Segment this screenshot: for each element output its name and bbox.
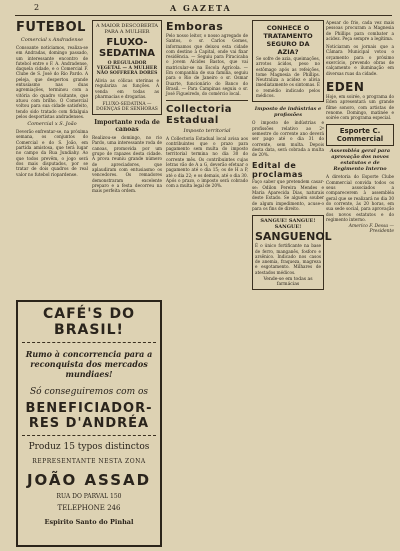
- commercial-headline: Esporte C. Commercial: [336, 127, 384, 144]
- departures-body: Pelo nosso leitor, o nosso agregado de Santos, o sr. Carlos Gomes, informamos que deixou esta cidade com destino à Capital, onde vai fixar residência. — Seguiu para Piracicaba o jovem Alcides Bastos, que vai matricular-se na Escola Agrícola. — Em companhia de sua família, seguiu para o Rio de Janeiro o sr. Osmar Duarte, funcionário do Banco do Brasil. — Para Campinas seguiu o sr. José Figueiredo, do comércio local.: [166, 33, 248, 97]
- column-1: [16, 20, 88, 295]
- eden-body: Hoje, em soirée, o programa do Eden apresentará um grande filme sonoro, com artistas de renome. Domingo, matinée e soirée com programa especial.: [326, 93, 394, 121]
- cafe-advertisement: [16, 300, 162, 547]
- cafe-line-7: RUA DO PARVAL 150: [56, 493, 122, 500]
- tax-body: O imposto de indústrias e profissões relativo ao 2º semestre do corrente ano deverá ser pago até o dia 31 do corrente, sem multa. Depois desta data, será cobrada a multa de 20%.: [252, 120, 324, 158]
- azia-body: Se sofre de azia, queimações, arrotos ácidos, peso no estômago após as refeições, tome Magnesia de Phillips. Neutraliza a acidez e alivia imediatamente os sintomas. É o remédio indicado pelos médicos.: [256, 56, 320, 99]
- football-body-2: Deverão enfrentar-se, na próxima semana, os conjuntos do Comercial e do S. João, em partida amistosa, que terá lugar no campo da Rua Jundiahy. Ao que todos prevêm, o jogo será dos mais disputados, por se tratar de dois quadros de real valor no futebol riopardense.: [16, 129, 88, 177]
- cafe-line-1: Rumo à concorrencia para a reconquista dos mercados mundiaes!: [25, 349, 153, 379]
- sanguenol-foot: Vende-se em todas as farmácias: [263, 277, 313, 288]
- commercial-body: A diretoria do Esporte Clube Commercial convida todos os seus associados a comparecerem à assembléa geral que se realizará no dia 30 do corrente, às 20 horas, em sua sede social, para aprovação dos novos estatutos e do regimento interno.: [326, 174, 394, 222]
- cafe-line-5: REPRESENTANTE NESTA ZONA: [32, 458, 146, 465]
- cafe-line-3: BENEFICIADOR-RES D'ANDRÉA: [25, 401, 153, 431]
- ad-brand: FLUXO-SEDATINA: [99, 37, 155, 59]
- page-number: 2: [34, 3, 40, 12]
- sanguenol-body: É o único fortificante na base de ferro, manganês, fosforo e arsênico. Indicado nos casos de anemia, fraqueza, magreza e esgotamento. Milhares de atestados médicos.: [255, 243, 321, 275]
- ad-body: Alivia as cólicas uterinas e regulariza as funções. À venda em todas as pharmacias e drogarias.: [95, 78, 159, 99]
- sanguenol-ad: [252, 215, 332, 290]
- col5-intro: Apesar do frio, cada vez mais pessoas procuram a Magnesia de Phillips para combater a acidez. Peça sempre a legítima.: [326, 20, 394, 41]
- azia-ad: [252, 20, 324, 102]
- cafe-line-6: JOÃO ASSAD: [26, 471, 152, 489]
- column-3: [166, 20, 248, 545]
- banns-headline: Edital de proclamas: [252, 161, 304, 180]
- football-subhead: Comercial x Andradense: [20, 37, 84, 43]
- football-headline: FUTEBOL: [16, 20, 86, 35]
- commercial-subhead: Assembléa geral para aprovação dos novos estatutos e de Regimento Interno: [329, 148, 391, 173]
- collectoria-body: A Collectoria Estadual local avisa aos contribuintes que o prazo para pagamento sem multa do imposto territorial termina no dia 30 do corrente mês. Os contribuintes cujas letras vão de A a G, deverão efetuar o pagamento até o dia 15; os de H a P, até o dia 22; e os demais, até o dia 30. Após o prazo, o imposto será cobrado com a multa legal de 20%.: [166, 135, 248, 189]
- eden-headline: EDEN: [326, 79, 365, 94]
- canoe-body: Realizou-se domingo, no rio Pardo, uma interessante roda de canoas, promovida por um grupo de rapazes desta cidade. A prova reuniu grande número de apreciadores, que aplaudiram com entusiasmo os vencedores. Os remadores demonstraram excelente preparo e a festa decorreu na mais perfeita ordem.: [92, 135, 162, 194]
- football-body: Consoante noticiamos, realiza-se em Andradas, domingo passado, um interessante encontro de futebol entre o F. A. Andradense, daquela cidade, e o Comercial F. Clube de S. José do Rio Pardo. A peleja, que despertou grande entusiasmo nas duas agremiações, terminou com a vitória do quadro visitante, que atuou com brilho. O Comercial voltou para sua cidade satisfeito, tendo sido tratado com fidalguia pelos desportistas andradenses.: [16, 45, 88, 119]
- cafe-line-8: TELEPHONE 246: [57, 504, 121, 512]
- football-subhead-2: Comercial x S. João: [27, 121, 77, 128]
- collectoria-subhead: Imposto territorial: [183, 127, 231, 134]
- cafe-divider-2: [22, 435, 156, 436]
- banns-body: Faço saber que pretendem casar-se: Odilon Pereira Mendes e Maria Aparecida Dias, naturais deste Estado. Se alguém souber de algum impedimento, acuse-o para os fins de direito.: [252, 179, 324, 211]
- commercial-headline-box: [326, 124, 394, 146]
- col5-body: Noticiaram os jornais que a Câmara Municipal votou o orçamento para o próximo exercício, prevendo obras de calçamento e iluminação em diversas ruas da cidade.: [326, 44, 394, 76]
- departures-headline: Emboras: [166, 20, 224, 33]
- divider: [166, 100, 248, 101]
- ad-foot: FLUXO-SEDATINA — DOENÇAS DE SENHORAS: [96, 102, 158, 113]
- cafe-line-2: Só conseguiremos com os: [29, 387, 149, 397]
- collectoria-headline: Collectoria Estadual: [166, 103, 233, 126]
- cafe-line-9: Espirito Santo do Pinhal: [44, 518, 134, 526]
- sanguenol-brand: SANGUENOL: [255, 230, 332, 244]
- canoe-headline: Importante roda de canoas: [94, 119, 160, 134]
- column-4: [252, 20, 332, 545]
- cafe-line-4: Produz 15 typos distinctos: [28, 442, 150, 452]
- tax-headline: Imposto de indústrias e profissões: [254, 106, 322, 119]
- newspaper-title: A GAZETA: [170, 3, 232, 13]
- sanguenol-top: SANGUE! SANGUE! SANGUE!: [260, 218, 316, 231]
- header-rule: [15, 15, 392, 16]
- cafe-title: CAFÉ'S DO BRASIL!: [42, 306, 135, 338]
- fluxo-sedatina-ad: [92, 20, 162, 115]
- cafe-divider: [22, 342, 156, 343]
- page-header: [0, 3, 400, 13]
- ad-top-text: A MAIOR DESCOBERTA PARA A MULHER: [95, 23, 159, 35]
- ad-mid-text: O REGULADOR VEGETAL — A MULHER NÃO SOFFRERÁ DORES: [96, 61, 158, 76]
- commercial-signature: Americo F. Dessa — Presidente: [348, 224, 394, 235]
- column-2: [92, 20, 162, 295]
- azia-headline: CONHECE O TRATAMENTO SEGURO DA AZIA?: [263, 24, 313, 56]
- column-5: [326, 20, 394, 545]
